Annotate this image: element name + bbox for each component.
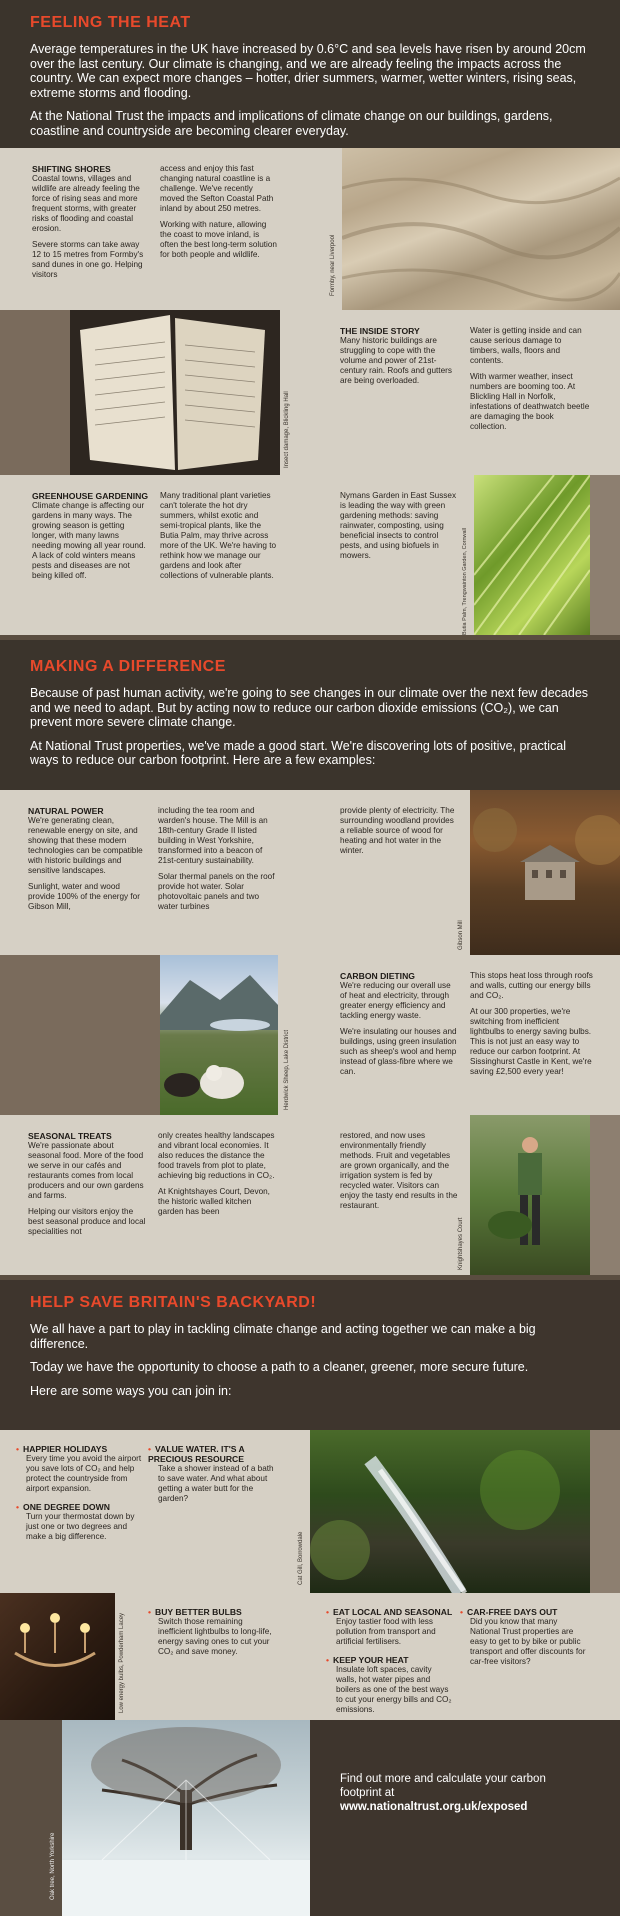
oak-tree bbox=[62, 1720, 310, 1916]
tip-eat-local bbox=[326, 1607, 454, 1647]
old-book-photo bbox=[70, 310, 280, 475]
tip-title: KEEP YOUR HEAT bbox=[333, 1655, 409, 1665]
footer-url-link[interactable]: www.nationaltrust.org.uk/exposed bbox=[340, 1801, 528, 1813]
seasonal-col-3 bbox=[340, 1131, 458, 1217]
photo-caption: Insect damage, Blickling Hall bbox=[284, 391, 290, 468]
tip-better-bulbs bbox=[148, 1607, 276, 1657]
inside-title: THE INSIDE STORY bbox=[340, 326, 420, 336]
palm-leaf-photo bbox=[474, 475, 590, 635]
bullet-icon: • bbox=[460, 1607, 464, 1617]
side-strip bbox=[590, 1430, 620, 1593]
tip-keep-heat bbox=[326, 1655, 454, 1715]
tip-title: VALUE WATER. IT'S A PRECIOUS RESOURCE bbox=[148, 1444, 245, 1464]
tip-happier-holidays bbox=[16, 1444, 144, 1494]
inside-text: With warmer weather, insect numbers are booming too. At Blickling Hall in Norfolk, infestations of deathwatch beetle are damaging the book collection. bbox=[470, 372, 590, 431]
tips-col-eat bbox=[326, 1607, 454, 1723]
chandelier-photo bbox=[0, 1593, 115, 1720]
seasonal-text: only creates healthy landscapes and vibrant local economies. It also reduces the distance the food travels from plot to plate, achieving big reductions in CO₂. bbox=[158, 1131, 275, 1180]
chandelier-bulbs bbox=[0, 1593, 115, 1720]
photo-caption: Butia Palm, Trengwainton Garden, Cornwall bbox=[462, 528, 468, 635]
tip-one-degree bbox=[16, 1502, 144, 1542]
photo-caption: Knightshayes Court bbox=[458, 1217, 464, 1270]
intro-paragraph: At National Trust properties, we've made a good start. We're discovering lots of positive, practical ways to reduce our carbon footprint. Here are a few examples: bbox=[30, 738, 567, 767]
tip-text: Every time you avoid the airport you save lots of CO₂ and help protect the countryside from airport expansion. bbox=[26, 1454, 142, 1493]
tip-text: Take a shower instead of a bath to save water. And what about getting a water butt for the garden? bbox=[158, 1464, 274, 1503]
carbon-dieting-band bbox=[0, 955, 620, 1115]
dark-strip bbox=[0, 310, 70, 475]
bullet-icon: • bbox=[326, 1607, 330, 1617]
dieting-text: At our 300 properties, we're switching from inefficient lightbulbs to energy saving bulbs. This is not just an easy way to reduce our carbon footprint. At Sissinghurst Castle in Kent, we're saving £2,500 every year! bbox=[470, 1007, 592, 1076]
power-text: provide plenty of electricity. The surrounding woodland provides a reliable source of wood for heating and hot water in the winter. bbox=[340, 806, 455, 855]
palm-fronds bbox=[474, 475, 590, 635]
greenhouse-col-3 bbox=[340, 491, 458, 567]
tips-col-1 bbox=[16, 1444, 144, 1550]
tip-text: Turn your thermostat down by just one or two degrees and make a big difference. bbox=[26, 1512, 135, 1541]
gardener-photo bbox=[470, 1115, 590, 1275]
seasonal-text: restored, and now uses environmentally friendly methods. Fruit and vegetables are grown organically, and the irrigation system is fed by recycled water. Visitors can enjoy the tasty end results in the restaurant. bbox=[340, 1131, 458, 1210]
shifting-text: Coastal towns, villages and wildlife are already feeling the force of rising seas and more frequent storms, with greater risks of flooding and coastal erosion. bbox=[32, 174, 140, 233]
tip-text: Insulate loft spaces, cavity walls, hot water pipes and boilers as one of the best ways to cut your energy bills and CO₂ emissions. bbox=[336, 1665, 452, 1714]
side-strip bbox=[590, 1115, 620, 1275]
tip-title: ONE DEGREE DOWN bbox=[23, 1502, 110, 1512]
photo-caption: Formby, near Liverpool bbox=[330, 234, 336, 296]
seasonal-text: Helping our visitors enjoy the best seasonal produce and local specialities not bbox=[28, 1207, 146, 1236]
intro-paragraph: At the National Trust the impacts and implications of climate change on our buildings, gardens, coastline and countryside are becoming clearer everyday. bbox=[30, 109, 553, 138]
bullet-icon: • bbox=[326, 1655, 330, 1665]
shifting-text: Severe storms can take away 12 to 15 metres from Formby's sand dunes in one go. Helping visitors bbox=[32, 240, 144, 279]
waterfall-stream bbox=[310, 1430, 590, 1593]
bullet-icon: • bbox=[16, 1444, 20, 1454]
power-col-3 bbox=[340, 806, 458, 862]
inside-col-2 bbox=[470, 326, 590, 438]
inside-text: Water is getting inside and can cause serious damage to timbers, walls, floors and contents. bbox=[470, 326, 582, 365]
greenhouse-text: Many traditional plant varieties can't tolerate the hot dry summers, whilst exotic and semi-tropical plants, like the Butia Palm, may thrive across more of the UK. We're having to rethink how we manage our gardens and look after collections of vulnerable plants. bbox=[160, 491, 277, 580]
greenhouse-col-2 bbox=[160, 491, 280, 587]
tips-row-1 bbox=[0, 1430, 620, 1593]
dieting-col-1 bbox=[340, 971, 458, 1083]
sheep-scene bbox=[160, 955, 278, 1115]
tips-col-bulbs bbox=[148, 1607, 276, 1665]
tip-value-water bbox=[148, 1444, 276, 1504]
power-col-1 bbox=[28, 806, 148, 918]
footer-band bbox=[0, 1720, 620, 1916]
photo-caption: Herdwick Sheep, Lake District bbox=[284, 1029, 290, 1110]
tip-title: HAPPIER HOLIDAYS bbox=[23, 1444, 108, 1454]
photo-caption: Cat Gill, Borrowdale bbox=[298, 1531, 304, 1585]
mill-building bbox=[470, 790, 620, 955]
side-strip bbox=[590, 475, 620, 635]
dune-ripples bbox=[342, 148, 620, 310]
intro-paragraph: Here are some ways you can join in: bbox=[30, 1383, 232, 1398]
natural-power-band bbox=[0, 790, 620, 955]
tip-title: CAR-FREE DAYS OUT bbox=[467, 1607, 558, 1617]
greenhouse-col-1 bbox=[32, 491, 150, 587]
dieting-text: We're reducing our overall use of heat and electricity, through greater energy efficiency and tackling energy waste. bbox=[340, 981, 451, 1020]
tips-col-2 bbox=[148, 1444, 276, 1512]
tips-col-car bbox=[460, 1607, 588, 1675]
seasonal-text: We're passionate about seasonal food. More of the food we serve in our cafés and restaurants comes from local producers and our own gardens and farms. bbox=[28, 1141, 144, 1200]
footer-cta bbox=[340, 1772, 580, 1814]
shifting-col-2 bbox=[160, 164, 278, 266]
shifting-text: access and enjoy this fast changing natural coastline is a challenge. We've recently moved the Sefton Coastal Path inland by about 250 metres. bbox=[160, 164, 274, 213]
intro-paragraph: Today we have the opportunity to choose a path to a cleaner, greener, more secure future. bbox=[30, 1360, 529, 1374]
section-title: HELP SAVE BRITAIN'S BACKYARD! bbox=[30, 1294, 317, 1311]
tips-row-2 bbox=[0, 1593, 620, 1720]
greenhouse-text: Nymans Garden in East Sussex is leading the way with green gardening methods: saving rainwater, composting, using beneficial insects to control pests, and using biofuels in mowers. bbox=[340, 491, 457, 560]
book-pages bbox=[70, 310, 280, 475]
power-title: NATURAL POWER bbox=[28, 806, 104, 816]
dieting-title: CARBON DIETING bbox=[340, 971, 415, 981]
mill-woodland-photo bbox=[470, 790, 620, 955]
intro-paragraph: Because of past human activity, we're going to see changes in our climate over the next few decades and we need to adapt. But by acting now to reduce our carbon dioxide emissions (CO₂), we can prevent more severe climate change. bbox=[30, 686, 589, 729]
seasonal-text: At Knightshayes Court, Devon, the historic walled kitchen garden has been bbox=[158, 1187, 270, 1216]
section-title: MAKING A DIFFERENCE bbox=[30, 658, 226, 675]
gardener-figure bbox=[470, 1115, 590, 1275]
inside-col-1 bbox=[340, 326, 458, 392]
tip-car-free bbox=[460, 1607, 588, 1667]
power-text: including the tea room and warden's house. The Mill is an 18th-century Grade II listed building in West Yorkshire, transformed into a beacon of 21st-century sustainability. bbox=[158, 806, 268, 865]
dieting-text: We're insulating our houses and buildings, using green insulation such as sheep's wool and hemp instead of glass-fibre where we can. bbox=[340, 1027, 457, 1076]
tip-text: Enjoy tastier food with less pollution from transport and artificial fertilisers. bbox=[336, 1617, 436, 1646]
photo-caption: Low energy bulbs, Powderham Lacey bbox=[119, 1612, 125, 1713]
section-title: FEELING THE HEAT bbox=[30, 14, 191, 31]
dieting-col-2 bbox=[470, 971, 595, 1083]
intro-paragraph: Average temperatures in the UK have increased by 0.6°C and sea levels have risen by around 20cm over the last century. Our climate is changing, and we are already feeling the impacts across the country. We can expect more changes – hotter, drier summers, warmer, wetter winters, rising seas, extreme storms and flooding. bbox=[30, 42, 586, 100]
stream-photo bbox=[310, 1430, 590, 1593]
photo-caption: Oak tree, North Yorkshire bbox=[50, 1832, 56, 1900]
sheep-landscape-photo bbox=[160, 955, 278, 1115]
tip-text: Switch those remaining inefficient lightbulbs to long-life, energy saving ones to cut your CO₂ and save money. bbox=[158, 1617, 272, 1656]
footer-text: Find out more and calculate your carbon footprint at bbox=[340, 1773, 546, 1799]
making-difference-header bbox=[0, 640, 620, 790]
power-col-2 bbox=[158, 806, 278, 918]
inside-story-band bbox=[0, 310, 620, 475]
photo-caption: Gibson Mill bbox=[458, 920, 464, 950]
help-save-header bbox=[0, 1280, 620, 1430]
shifting-title: SHIFTING SHORES bbox=[32, 164, 111, 174]
seasonal-col-1 bbox=[28, 1131, 148, 1243]
tip-title: EAT LOCAL AND SEASONAL bbox=[333, 1607, 453, 1617]
sand-dunes-photo bbox=[342, 148, 620, 310]
greenhouse-title: GREENHOUSE GARDENING bbox=[32, 491, 149, 501]
power-text: We're generating clean, renewable energy on site, and showing that these modern technologies can be compatible with historic buildings and sensitive landscapes. bbox=[28, 816, 143, 875]
dieting-text: This stops heat loss through roofs and walls, cutting our energy bills and CO₂. bbox=[470, 971, 593, 1000]
seasonal-col-2 bbox=[158, 1131, 278, 1223]
bullet-icon: • bbox=[16, 1502, 20, 1512]
shifting-text: Working with nature, allowing the coast to move inland, is often the best long-term solution for both people and wildlife. bbox=[160, 220, 277, 259]
feeling-heat-header bbox=[0, 0, 620, 148]
bullet-icon: • bbox=[148, 1444, 152, 1454]
seasonal-title: SEASONAL TREATS bbox=[28, 1131, 112, 1141]
shifting-col-1 bbox=[32, 164, 150, 286]
power-text: Solar thermal panels on the roof provide hot water. Solar photovoltaic panels and two water turbines bbox=[158, 872, 275, 911]
seasonal-treats-band bbox=[0, 1115, 620, 1275]
dark-strip bbox=[0, 955, 160, 1115]
bullet-icon: • bbox=[148, 1607, 152, 1617]
tip-title: BUY BETTER BULBS bbox=[155, 1607, 242, 1617]
frosty-tree-photo bbox=[62, 1720, 310, 1916]
greenhouse-band bbox=[0, 475, 620, 635]
power-text: Sunlight, water and wood provide 100% of the energy for Gibson Mill, bbox=[28, 882, 140, 911]
intro-paragraph: We all have a part to play in tackling climate change and acting together we can make a big difference. bbox=[30, 1322, 536, 1351]
greenhouse-text: Climate change is affecting our gardens in many ways. The growing season is getting longer, with many lawns needing mowing all year round. A lack of cold winters means pests and diseases are not being killed off. bbox=[32, 501, 146, 580]
tip-text: Did you know that many National Trust properties are easy to get to by bike or public transport and offer discounts for car-free visitors? bbox=[470, 1617, 586, 1666]
shifting-shores-band bbox=[0, 148, 620, 310]
inside-text: Many historic buildings are struggling to cope with the volume and power of 21st-century rain. Roofs and gutters are being overloaded. bbox=[340, 336, 452, 385]
